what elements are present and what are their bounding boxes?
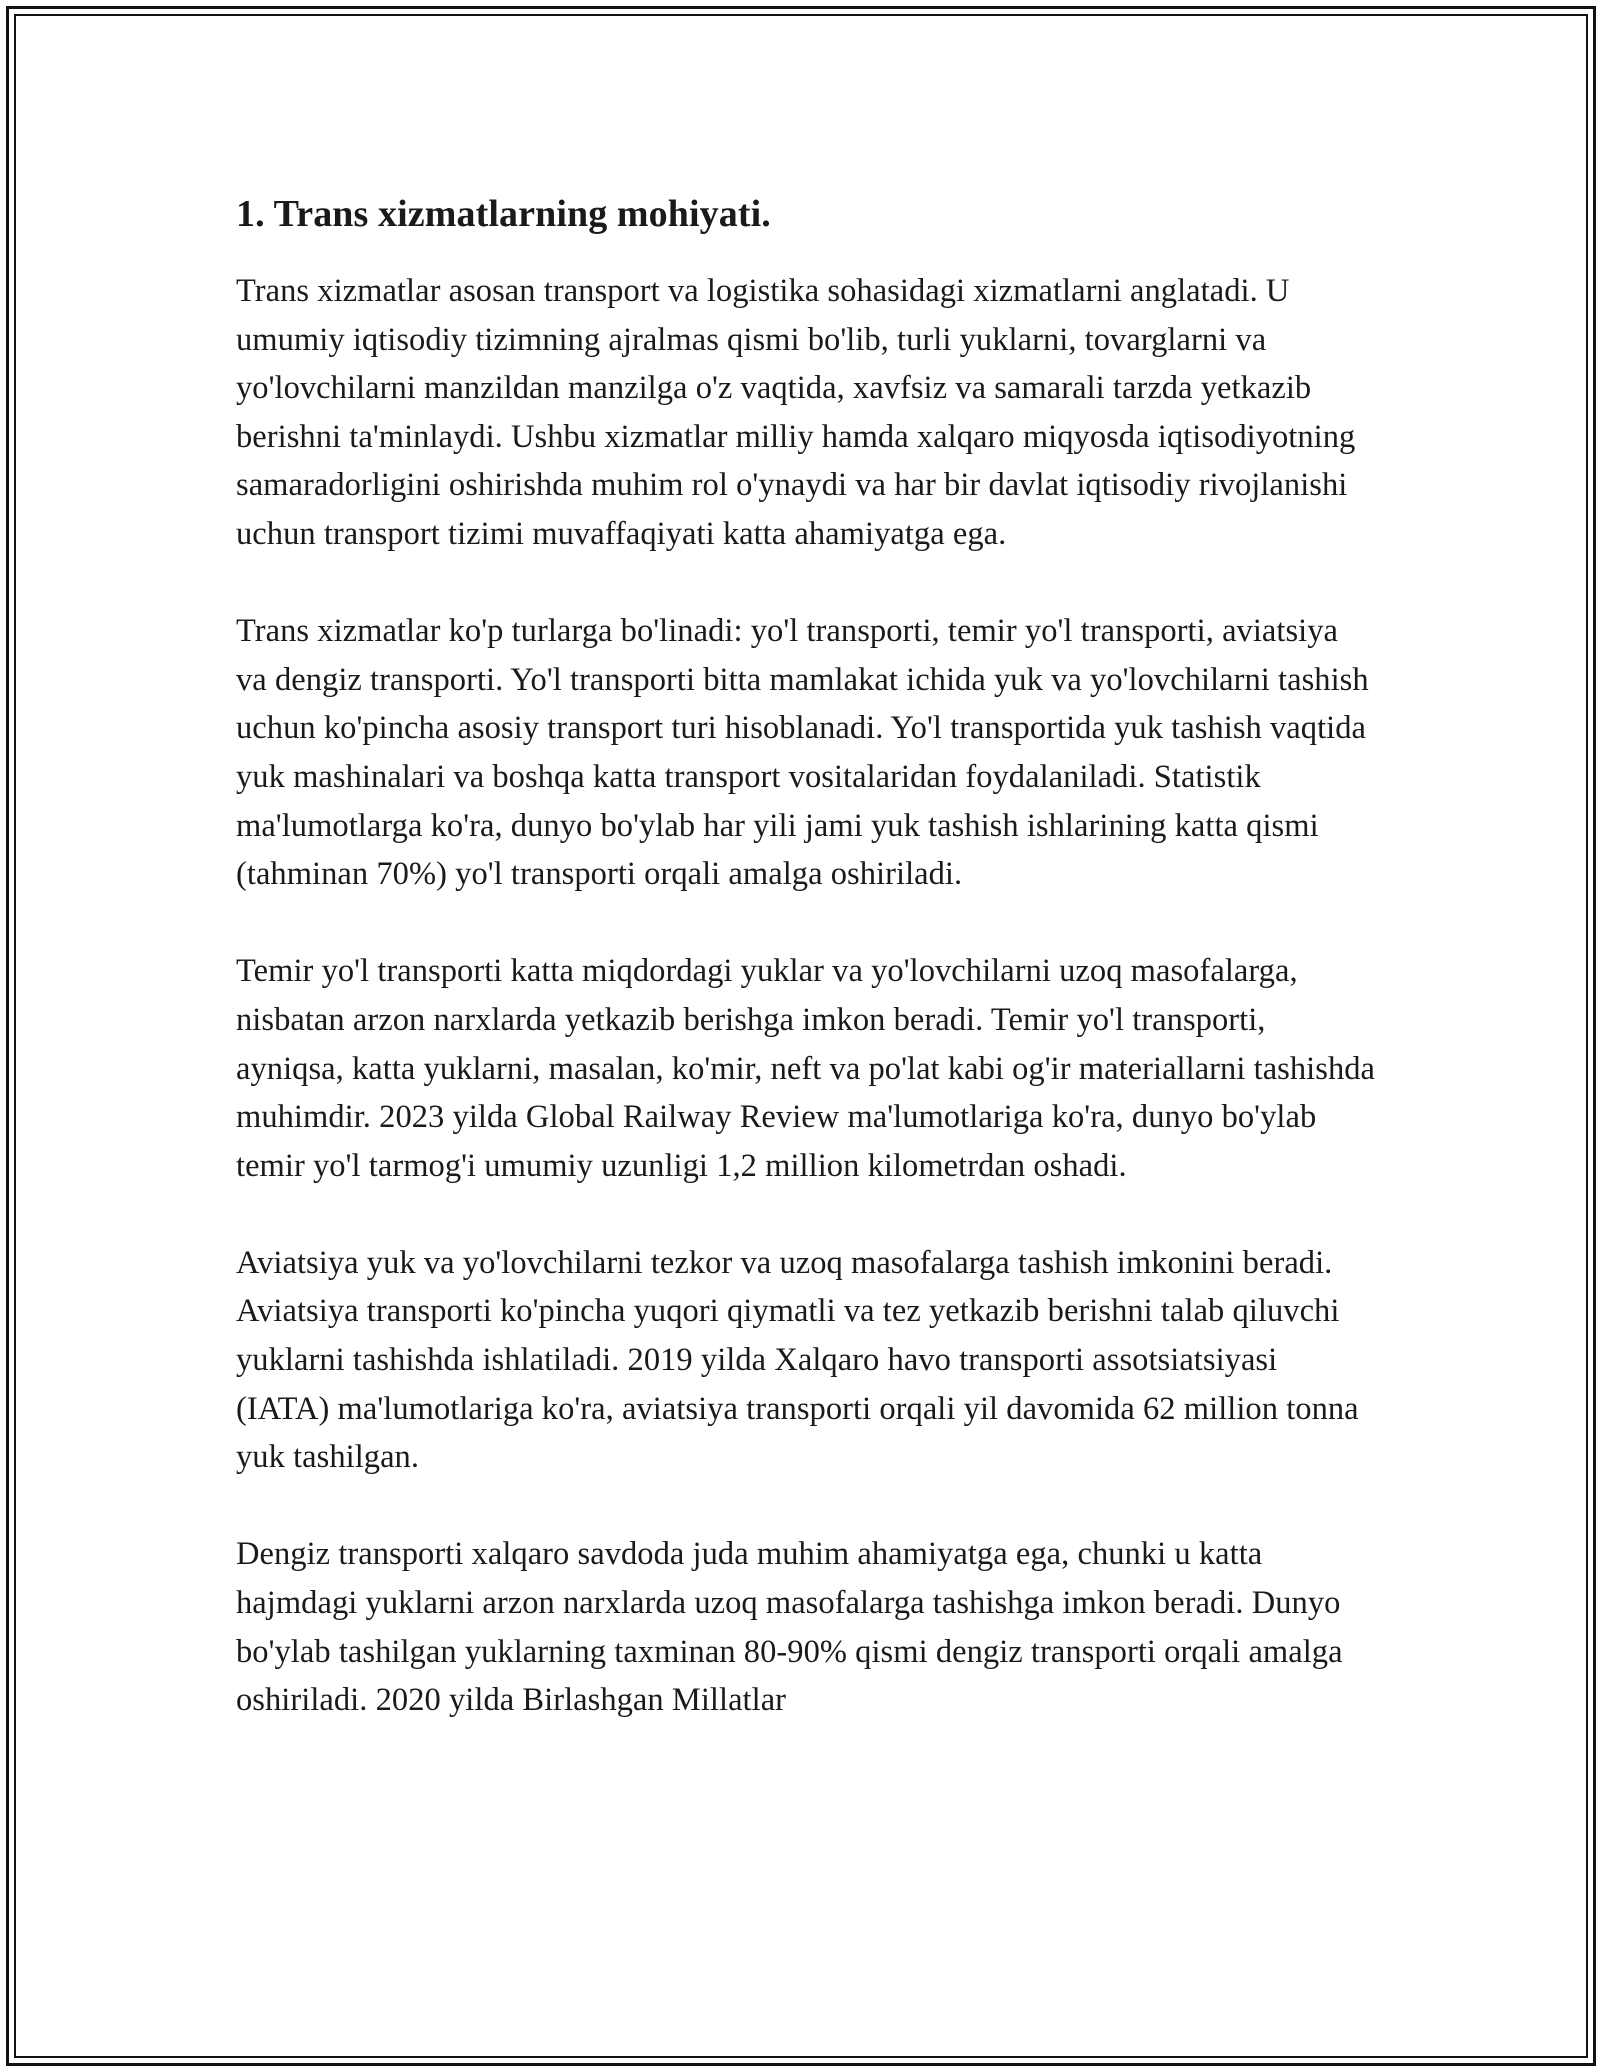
paragraph-overview: Trans xizmatlar asosan transport va logistika sohasidagi xizmatlarni anglatadi. U umumiy iqtisodiy tizimning ajralmas qismi bo'lib, turli yuklarni, tovarglarni va yo'lovchilarni manzildan manzilga o'z vaqtida, xavfsiz va samarali tarzda yetkazib berishni ta'minlaydi. Ushbu xizmatlar milliy hamda xalqaro miqyosda iqtisodiyotning samaradorligini oshirishda muhim rol o'ynaydi va har bir davlat iqtisodiy rivojlanishi uchun transport tizimi muvaffaqiyati katta ahamiyatga ega. xyxy=(236,273,1356,552)
paragraph-sea-transport: Dengiz transporti xalqaro savdoda juda muhim ahamiyatga ega, chunki u katta hajmdagi yuklarni arzon narxlarda uzoq masofalarga tashishga imkon beradi. Dunyo bo'ylab tashilgan yuklarning taxminan 80-90% qismi dengiz transporti orqali amalga oshiriladi. 2020 yilda Birlashgan Millatlar xyxy=(236,1536,1343,1719)
document-body xyxy=(236,185,1376,1725)
paragraph-aviation: Aviatsiya yuk va yo'lovchilarni tezkor va uzoq masofalarga tashish imkonini beradi. Aviatsiya transporti ko'pincha yuqori qiymatli va tez yetkazib berishni talab qiluvchi yuklarni tashishda ishlatiladi. 2019 yilda Xalqaro havo transporti assotsiatsiyasi (IATA) ma'lumotlariga ko'ra, aviatsiya transporti orqali yil davomida 62 million tonna yuk tashilgan. xyxy=(236,1244,1359,1476)
paragraph-rail-transport: Temir yo'l transporti katta miqdordagi yuklar va yo'lovchilarni uzoq masofalarga, nisbatan arzon narxlarda yetkazib berishga imkon beradi. Temir yo'l transporti, ayniqsa, katta yuklarni, masalan, ko'mir, neft va po'lat kabi og'ir materiallarni tashishda muhimdir. 2023 yilda Global Railway Review ma'lumotlariga ko'ra, dunyo bo'ylab temir yo'l tarmog'i umumiy uzunligi 1,2 million kilometrdan oshadi. xyxy=(236,953,1376,1184)
paragraph-road-transport: Trans xizmatlar ko'p turlarga bo'linadi: yo'l transporti, temir yo'l transporti, aviatsiya va dengiz transporti. Yo'l transporti bitta mamlakat ichida yuk va yo'lovchilarni tashish uchun ko'pincha asosiy transport turi hisoblanadi. Yo'l transportida yuk tashish vaqtida yuk mashinalari va boshqa katta transport vositalaridan foydalaniladi. Statistik ma'lumotlarga ko'ra, dunyo bo'ylab har yili jami yuk tashish ishlarining katta qismi (tahminan 70%) yo'l transporti orqali amalga oshiriladi. xyxy=(236,613,1369,893)
section-heading: 1. Trans xizmatlarning mohiyati. xyxy=(236,193,771,235)
